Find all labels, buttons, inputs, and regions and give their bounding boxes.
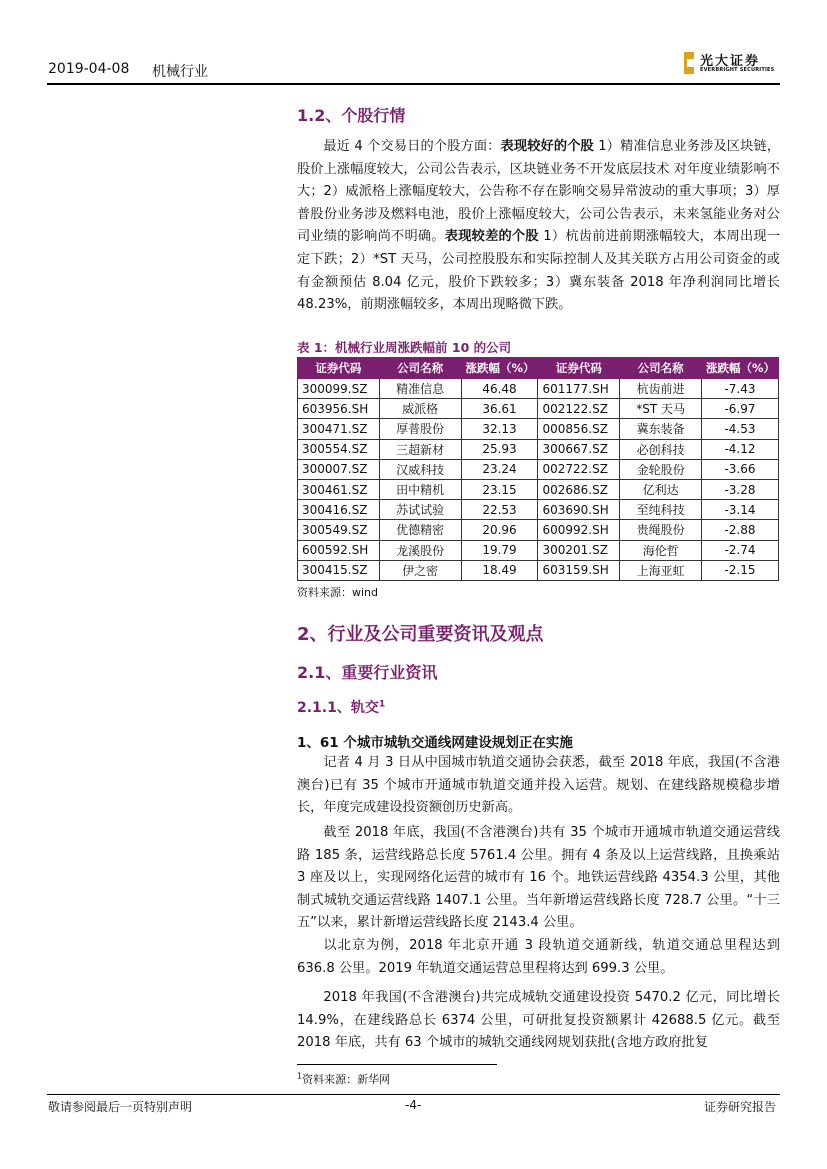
section-title-2-1-1: 2.1.1、轨交$^1$ — [297, 699, 386, 716]
company-name-cell: 必创科技 — [620, 439, 702, 459]
footnote-divider — [297, 1064, 497, 1065]
stock-code-cell: 300461.SZ — [298, 479, 380, 499]
stock-code-cell: 600992.SH — [538, 520, 620, 540]
table-header-cell: 涨跌幅（%） — [702, 358, 779, 379]
stock-code-cell: 002722.SZ — [538, 459, 620, 479]
change-pct-cell: 18.49 — [461, 560, 538, 580]
company-name-cell: 亿利达 — [620, 479, 702, 499]
company-name-cell: 厚普股份 — [379, 419, 461, 439]
company-name-cell: 至纯科技 — [620, 500, 702, 520]
stock-code-cell: 601177.SH — [538, 379, 620, 399]
company-name-cell: *ST 天马 — [620, 399, 702, 419]
news-paragraph: 2018 年我国(不含港澳台)共完成城轨交通建设投资 5470.2 亿元，同比增长 14.9%，在建线路总长 6374 公里，可研批复投资额累计 42688.5 亿元。截至 2018 年底，共有 63 个城市的城轨交通线网规划获批(含地方政府批复 — [297, 990, 780, 1051]
footnote: $^1$资料来源：新华网 — [297, 1071, 391, 1086]
stock-code-cell: 300549.SZ — [298, 520, 380, 540]
company-name-cell: 优德精密 — [379, 520, 461, 540]
news-title: 1、61 个城市城轨交通线网建设规划正在实施 — [297, 735, 573, 751]
company-name-cell: 冀东装备 — [620, 419, 702, 439]
stock-code-cell: 002122.SZ — [538, 399, 620, 419]
change-pct-cell: -6.97 — [702, 399, 779, 419]
news-paragraph: 截至 2018 年底，我国(不含港澳台)共有 35 个城市开通城市轨道交通运营线路 185 条，运营线路总长度 5761.4 公里。拥有 4 条及以上运营线路，且换乘站 3 座及以上，实现网络化运营的城市有 16 个。地铁运营线路 4354.3 公里，其他制式城轨交通运营线路 1407.1 公里。当年新增运营线路长度 728.7 公里。“十三五”以来，累计新增运营线路长度 2143.4 公里。 — [297, 825, 780, 931]
table-row — [298, 520, 779, 540]
stock-code-cell: 603690.SH — [538, 500, 620, 520]
stock-code-cell: 300201.SZ — [538, 540, 620, 560]
change-pct-cell: -3.14 — [702, 500, 779, 520]
company-name-cell: 海伦哲 — [620, 540, 702, 560]
company-name-cell: 贵绳股份 — [620, 520, 702, 540]
company-name-cell: 金轮股份 — [620, 459, 702, 479]
change-pct-cell: 23.24 — [461, 459, 538, 479]
table-header-cell: 证券代码 — [538, 358, 620, 379]
stock-code-cell: 300667.SZ — [538, 439, 620, 459]
change-pct-cell: 25.93 — [461, 439, 538, 459]
company-name-cell: 苏试试验 — [379, 500, 461, 520]
stock-code-cell: 300415.SZ — [298, 560, 380, 580]
logo-en-text: EVERBRIGHT SECURITIES — [700, 67, 775, 73]
stock-code-cell: 300416.SZ — [298, 500, 380, 520]
table-caption: 表 1：机械行业周涨跌幅前 10 的公司 — [297, 340, 512, 355]
stock-code-cell: 300099.SZ — [298, 379, 380, 399]
section-title-2-1: 2.1、重要行业资讯 — [297, 663, 438, 682]
footer-report-type: 证券研究报告 — [704, 1100, 777, 1114]
footer-disclaimer: 敬请参阅最后一页特别声明 — [48, 1100, 193, 1114]
company-name-cell: 三超新材 — [379, 439, 461, 459]
table-row — [298, 379, 779, 399]
change-pct-cell: 46.48 — [461, 379, 538, 399]
header-date: 2019-04-08 — [48, 61, 130, 77]
table-row — [298, 479, 779, 499]
stock-code-cell: 600592.SH — [298, 540, 380, 560]
change-pct-cell: -2.88 — [702, 520, 779, 540]
change-pct-cell: 19.79 — [461, 540, 538, 560]
table-row — [298, 500, 779, 520]
page-number: -4- — [405, 1098, 422, 1112]
table-row — [298, 439, 779, 459]
change-pct-cell: -2.15 — [702, 560, 779, 580]
top10-table — [297, 357, 779, 581]
company-name-cell: 田中精机 — [379, 479, 461, 499]
stock-code-cell: 000856.SZ — [538, 419, 620, 439]
stock-code-cell: 603956.SH — [298, 399, 380, 419]
change-pct-cell: -3.28 — [702, 479, 779, 499]
table-row — [298, 540, 779, 560]
change-pct-cell: 32.13 — [461, 419, 538, 439]
news-paragraph: 记者 4 月 3 日从中国城市轨道交通协会获悉，截至 2018 年底，我国(不含港澳台)已有 35 个城市开通城市轨道交通并投入运营。规划、在建线路规模稳步增长，年度完成建设投资额创历史新高。 — [297, 755, 780, 816]
logo-cn-text: 光大证券 — [700, 54, 761, 69]
table-row — [298, 560, 779, 580]
table-row — [298, 399, 779, 419]
header-divider — [47, 83, 780, 85]
stock-review-paragraph: 最近 4 个交易日的个股方面：表现较好的个股 1）精准信息业务涉及区块链，股价上涨幅度较大，公司公告表示，区块链业务不开发底层技术 对年度业绩影响不大；2）威派格上涨幅度较大，公告称不存在影响交易异常波动的重大事项；3）厚普股份业务涉及燃料电池，股价上涨幅度较大，公司公告表示，未来氢能业务对公司业绩的影响尚不明确。表现较差的个股 1）杭齿前进前期涨幅较大，本周出现一定下跌；2）*ST 天马，公司控股股东和实际控制人及其关联方占用公司资金的或有金额预估 8.04 亿元，股价下跌较多；3）冀东装备 2018 年净利润同比增长 48.23%，前期涨幅较多，本周出现略微下跌。 — [297, 139, 781, 313]
stock-code-cell: 603159.SH — [538, 560, 620, 580]
logo-mark-icon — [684, 52, 694, 74]
company-name-cell: 汉威科技 — [379, 459, 461, 479]
company-name-cell: 伊之密 — [379, 560, 461, 580]
header-industry: 机械行业 — [152, 64, 208, 80]
table-header-cell: 公司名称 — [379, 358, 461, 379]
stock-code-cell: 300007.SZ — [298, 459, 380, 479]
change-pct-cell: -4.53 — [702, 419, 779, 439]
company-name-cell: 上海亚虹 — [620, 560, 702, 580]
table-header-cell: 公司名称 — [620, 358, 702, 379]
change-pct-cell: -2.74 — [702, 540, 779, 560]
footnote-ref[interactable]: 1 — [378, 699, 386, 710]
company-name-cell: 精准信息 — [379, 379, 461, 399]
change-pct-cell: 22.53 — [461, 500, 538, 520]
section-title-1-2: 1.2、个股行情 — [297, 106, 406, 125]
stock-code-cell: 300554.SZ — [298, 439, 380, 459]
change-pct-cell: 36.61 — [461, 399, 538, 419]
company-name-cell: 杭齿前进 — [620, 379, 702, 399]
footer-divider — [47, 1094, 780, 1095]
change-pct-cell: 23.15 — [461, 479, 538, 499]
table-header-cell: 涨跌幅（%） — [461, 358, 538, 379]
table-header-row — [298, 358, 779, 379]
table-source: 资料来源：wind — [297, 586, 379, 599]
company-name-cell: 威派格 — [379, 399, 461, 419]
news-paragraph: 以北京为例，2018 年北京开通 3 段轨道交通新线，轨道交通总里程达到 636.8 公里。2019 年轨道交通运营总里程将达到 699.3 公里。 — [297, 938, 780, 976]
company-name-cell: 龙溪股份 — [379, 540, 461, 560]
table-row — [298, 459, 779, 479]
change-pct-cell: 20.96 — [461, 520, 538, 540]
stock-code-cell: 300471.SZ — [298, 419, 380, 439]
stock-code-cell: 002686.SZ — [538, 479, 620, 499]
company-logo — [684, 50, 782, 78]
table-header-cell: 证券代码 — [298, 358, 380, 379]
change-pct-cell: -7.43 — [702, 379, 779, 399]
change-pct-cell: -4.12 — [702, 439, 779, 459]
section-title-2: 2、行业及公司重要资讯及观点 — [297, 624, 544, 645]
change-pct-cell: -3.66 — [702, 459, 779, 479]
table-row — [298, 419, 779, 439]
